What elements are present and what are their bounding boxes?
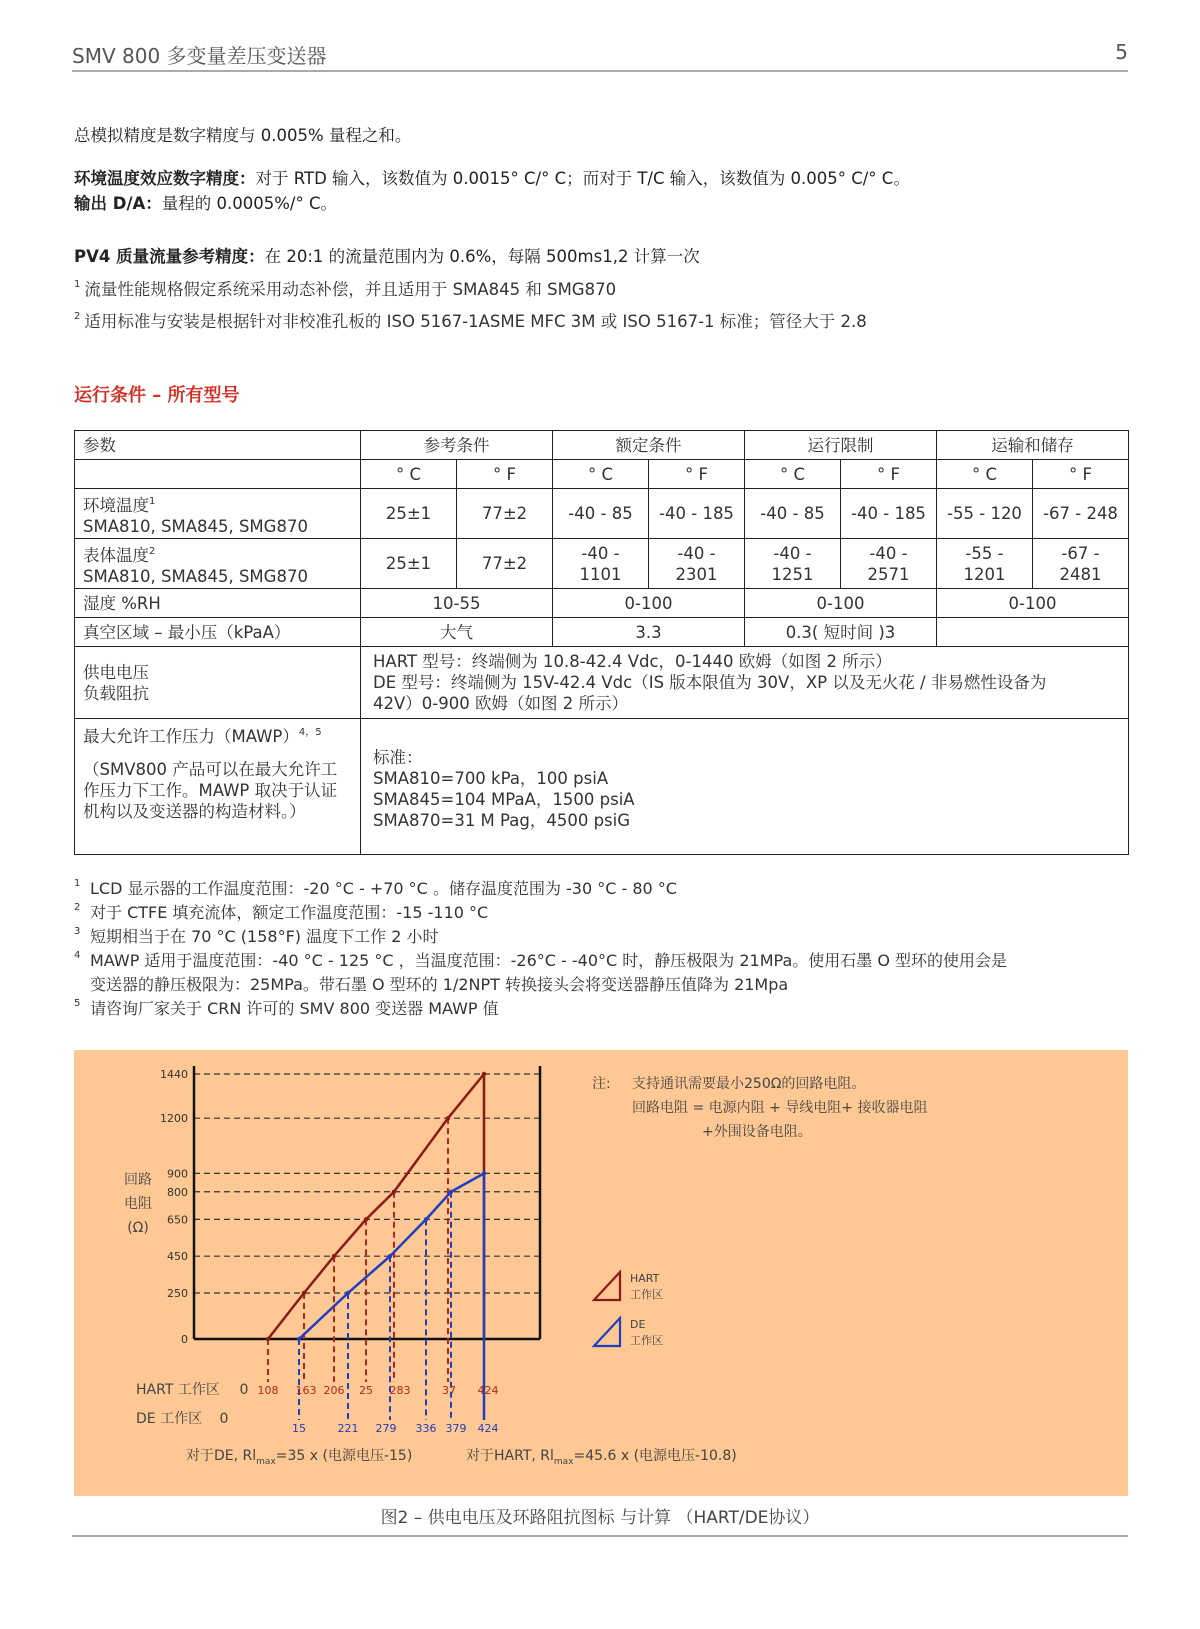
output-da-label: 输出 D/A： [74,194,162,213]
table-row-mawp [75,719,1129,855]
unit-c: ° C [745,460,841,489]
de-point [388,1254,392,1258]
cell-line: -40 - [581,543,620,563]
table-cell: 0.3( 短时间 )3 [745,618,937,647]
cell-line: 2481 [1059,564,1102,584]
table-row-ambient-temp [75,489,1129,539]
cell-line: 1251 [771,564,814,584]
loop-resistance-chart [74,1050,1128,1496]
unit-f: ° F [841,460,937,489]
unit-blank [75,460,361,489]
row-label-ambient-temp [75,489,361,539]
intro-footnote-2-number: 2 [74,311,81,322]
cell-line: SMA810=700 kPa，100 psiA [373,769,609,788]
hart-tick-label: 424 [477,1384,499,1397]
de-tick-label: 379 [445,1422,467,1435]
cell-line: -55 - [965,543,1004,563]
ambient-temp-label: 环境温度 [83,495,149,515]
de-point [346,1291,350,1295]
header-reference: 参考条件 [361,431,553,460]
row-label-supply-voltage [75,647,361,719]
legend-triangle-hart [594,1272,620,1300]
footnote-text: 请咨询厂家关于 CRN 许可的 SMV 800 变送器 MAWP 值 [90,999,499,1018]
hart-row-label: HART 工作区 [136,1382,220,1398]
cell-line: SMA870=31 M Pag，4500 psiG [373,811,631,830]
footer-divider [72,1535,1128,1537]
cell-line: 标准： [373,748,423,767]
y-tick-label: 650 [167,1213,188,1227]
de-point [297,1337,301,1341]
output-da-paragraph [74,190,337,214]
table-cell: 77±2 [457,489,553,539]
row-label-mawp [75,719,361,855]
hart-point [482,1072,486,1076]
table-cell: 25±1 [361,489,457,539]
chart-note-line: 回路电阻 = 电源内阻 + 导线电阻+ 接收器电阻 [632,1100,928,1116]
ambient-temp-effect-text: 对于 RTD 输入，该数值为 0.0015° C/° C；而对于 T/C 输入，该数值为 0.005° C/° C。 [255,169,910,188]
hart-tick-label: 0 [239,1382,249,1398]
header-rated: 额定条件 [553,431,745,460]
unit-f: ° F [649,460,745,489]
hart-tick-label: 108 [257,1384,279,1397]
table-cell [649,539,745,589]
formula-de-text: 对于DE, Rl [186,1448,257,1464]
de-tick-label: 336 [415,1422,437,1435]
hart-point [332,1254,336,1258]
row-label-body-temp [75,539,361,589]
pv4-accuracy-paragraph [74,243,700,267]
row-label-vacuum: 真空区域 – 最小压（kPaA） [75,618,361,647]
section-title: 运行条件 – 所有型号 [74,385,240,406]
y-tick-label: 800 [167,1185,188,1199]
hart-point [302,1291,306,1295]
table-cell [841,539,937,589]
mawp-note: （SMV800 产品可以在最大允许工作压力下工作。MAWP 取决于认证机构以及变送器的构造材料。） [83,760,338,821]
y-tick-label: 0 [181,1333,188,1346]
intro-footnote-1-text: 流量性能规格假定系统采用动态补偿，并且适用于 SMA845 和 SMG870 [84,280,617,299]
unit-f: ° F [1033,460,1129,489]
y-tick-label: 1200 [160,1112,188,1126]
ambient-temp-models: SMA810, SMA845, SMG870 [83,516,308,536]
legend-label: 工作区 [630,1334,663,1347]
table-row-humidity [75,589,1129,618]
table-cell: 3.3 [553,618,745,647]
y-tick-label: 450 [167,1250,188,1264]
table-cell: -40 - 185 [649,489,745,539]
operating-conditions-table [74,430,1129,855]
unit-f: ° F [457,460,553,489]
de-tick-label: 279 [375,1422,397,1435]
formula-de [186,1447,412,1467]
mawp-label: 最大允许工作压力（MAWP） [83,727,299,746]
table-row-supply-voltage [75,647,1129,719]
cell-line: HART 型号：终端侧为 10.8-42.4 Vdc，0-1440 欧姆（如图 2 所示） [373,652,892,671]
intro-footnote-2-text: 适用标准与安装是根据针对非校准孔板的 ISO 5167-1ASME MFC 3M 或 ISO 5167-1 标准；管径大于 2.8 [84,312,867,331]
table-cell: 0-100 [745,589,937,618]
table-footnote-5 [74,996,499,1019]
chart-note-line: 支持通讯需要最小250Ω的回路电阻。 [632,1076,866,1092]
cell-line: -40 - [773,543,812,563]
table-footnote-3 [74,924,438,947]
ambient-temp-sup: 1 [149,495,156,507]
table-footnote-4 [74,948,1007,971]
unit-c: ° C [361,460,457,489]
hart-point [266,1337,270,1341]
chart-note-label: 注: [592,1076,611,1092]
table-cell [1033,539,1129,589]
mawp-sup: 4，5 [298,727,322,738]
table-cell [937,539,1033,589]
row-label-humidity: 湿度 %RH [75,589,361,618]
de-point [449,1190,453,1194]
formula-hart [466,1447,737,1467]
footnote-text: 对于 CTFE 填充流体，额定工作温度范围：-15 -110 °C [90,903,489,922]
cell-line: 2301 [675,564,718,584]
cell-line: 2571 [867,564,910,584]
y-tick-label: 900 [167,1167,188,1181]
hart-point [364,1217,368,1221]
supply-voltage-label: 供电电压 [83,662,149,682]
chart-note-line: +外围设备电阻。 [702,1124,812,1140]
footnote-text: LCD 显示器的工作温度范围：-20 °C - +70 °C 。储存温度范围为 -30 °C - 80 °C [90,879,677,898]
y-axis-label: 回路 [124,1172,152,1188]
table-cell: 大气 [361,618,553,647]
table-cell: 0-100 [553,589,745,618]
header-storage: 运输和储存 [937,431,1129,460]
de-point [482,1171,486,1175]
legend-label: 工作区 [630,1288,663,1301]
cell-line: -40 - [869,543,908,563]
y-tick-label: 1440 [160,1068,188,1081]
table-cell [553,539,649,589]
hart-point [392,1190,396,1194]
accuracy-sum-paragraph: 总模拟精度是数字精度与 0.005% 量程之和。 [74,126,412,145]
y-axis-label: (Ω) [127,1220,149,1236]
table-cell: 10-55 [361,589,553,618]
table-header-row [75,431,1129,460]
hart-tick-label: 163 [295,1384,317,1397]
table-cell: -55 - 120 [937,489,1033,539]
formula-de-subscript: max [256,1457,276,1467]
table-cell: -40 - 85 [745,489,841,539]
table-cell: -40 - 185 [841,489,937,539]
pv4-accuracy-label: PV4 质量流量参考精度： [74,247,265,266]
supply-voltage-cell [361,647,1129,719]
de-row-label: DE 工作区 [136,1411,203,1427]
table-unit-row [75,460,1129,489]
footnote-number: 1 [74,878,81,889]
footnote-text: 短期相当于在 70 °C (158°F) 温度下工作 2 小时 [90,927,439,946]
mawp-cell [361,719,1129,855]
pv4-accuracy-text: 在 20:1 的流量范围内为 0.6%，每隔 500ms1,2 计算一次 [264,247,700,266]
legend-label: DE [630,1318,646,1331]
table-footnote-2 [74,900,488,923]
cell-line: -40 - [677,543,716,563]
header-limits: 运行限制 [745,431,937,460]
page-header-title: SMV 800 多变量差压变送器 [72,44,327,68]
hart-tick-label: 206 [323,1384,345,1397]
formula-hart-subscript: max [553,1457,574,1467]
hart-tick-label: 37 [442,1384,456,1397]
cell-line: DE 型号：终端侧为 15V-42.4 Vdc（IS 版本限值为 30V，XP 以及无火花 / 非易燃性设备为 [373,673,1047,692]
figure-caption: 图2 – 供电电压及环路阻抗图标 与计算 （HART/DE协议） [380,1508,820,1528]
ambient-temp-effect-paragraph [74,165,910,189]
de-tick-label: 424 [477,1422,499,1435]
loop-resistance-chart-panel [74,1050,1128,1496]
cell-line: 42V）0-900 欧姆（如图 2 所示） [373,694,628,713]
table-cell: 77±2 [457,539,553,589]
footnote-text: MAWP 适用于温度范围：-40 °C - 125 °C ，当温度范围：-26°C - -40°C 时，静压极限为 21MPa。使用石墨 O 型环的使用会是 [90,951,1008,970]
hart-tick-label: 25 [359,1384,373,1397]
table-row-vacuum [75,618,1129,647]
legend-label: HART [630,1272,660,1285]
unit-c: ° C [937,460,1033,489]
cell-line: -67 - [1061,543,1100,563]
footnote-number: 5 [74,998,81,1009]
formula-hart-text: =45.6 x (电源电压-10.8) [573,1448,737,1464]
table-cell: -40 - 85 [553,489,649,539]
table-cell: -67 - 248 [1033,489,1129,539]
table-cell [937,618,1129,647]
ambient-temp-effect-label: 环境温度效应数字精度： [74,169,256,188]
body-temp-label: 表体温度 [83,545,149,565]
table-cell [745,539,841,589]
y-axis-label: 电阻 [124,1196,152,1212]
body-temp-models: SMA810, SMA845, SMG870 [83,566,308,586]
intro-footnote-1 [74,276,616,300]
de-point [424,1217,428,1221]
header-param: 参数 [75,431,361,460]
formula-hart-text: 对于HART, Rl [466,1448,554,1464]
table-row-body-temp [75,539,1129,589]
table-footnote-4-cont: 变送器的静压极限为：25MPa。带石墨 O 型环的 1/2NPT 转换接头会将变送器静压值降为 21Mpa [90,975,789,994]
hart-point [446,1116,450,1120]
header-divider [72,70,1128,72]
table-cell: 0-100 [937,589,1129,618]
de-tick-label: 15 [292,1422,306,1435]
load-impedance-label: 负载阻抗 [83,683,149,703]
body-temp-sup: 2 [149,545,156,557]
formula-de-text: =35 x (电源电压-15) [275,1448,413,1464]
hart-tick-label: 283 [389,1384,411,1397]
legend-triangle-de [594,1318,620,1346]
y-tick-label: 250 [167,1286,188,1300]
footnote-number: 2 [74,902,81,913]
table-cell: 25±1 [361,539,457,589]
output-da-text: 量程的 0.0005%/° C。 [161,194,337,213]
footnote-number: 4 [74,950,81,961]
unit-c: ° C [553,460,649,489]
cell-line: 1101 [579,564,622,584]
table-footnote-1 [74,876,677,899]
page-number: 5 [1115,40,1128,64]
cell-line: 1201 [963,564,1006,584]
intro-footnote-1-number: 1 [74,279,81,290]
footnote-number: 3 [74,926,81,937]
intro-footnote-2 [74,308,867,332]
cell-line: SMA845=104 MPaA，1500 psiA [373,790,635,809]
de-tick-label: 221 [337,1422,359,1435]
de-tick-label: 0 [219,1411,229,1427]
